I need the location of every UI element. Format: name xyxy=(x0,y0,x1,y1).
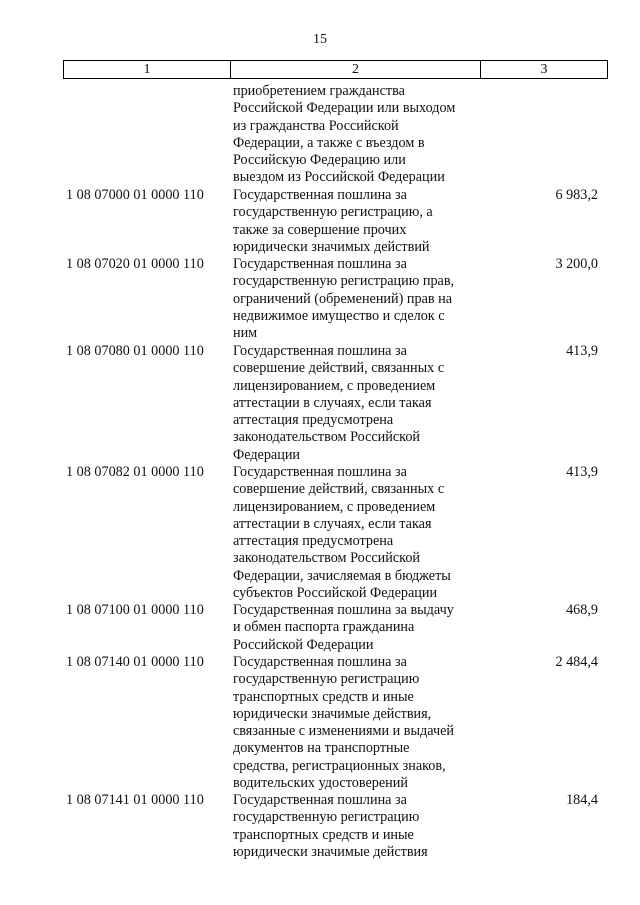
description-line: юридически значимые действия xyxy=(233,843,428,860)
header-col-3: 3 xyxy=(481,61,608,79)
description-line: юридически значимые действия, xyxy=(233,705,432,722)
row-description xyxy=(233,654,483,792)
row-description xyxy=(233,256,483,342)
amount-value: 2 484,4 xyxy=(555,654,598,670)
description-line: законодательством Российской xyxy=(233,550,421,567)
description-line: связанные с изменениями и выдачей xyxy=(233,723,454,740)
description-line: транспортных средств и иные xyxy=(233,688,414,705)
description-line: водительских удостоверений xyxy=(233,775,408,792)
description-line: Государственная пошлина за выдачу xyxy=(233,602,454,618)
description-line: ним xyxy=(233,325,258,342)
description-line: и обмен паспорта гражданина xyxy=(233,619,415,636)
description-line: аттестации в случаях, если такая xyxy=(233,394,432,411)
row-description xyxy=(233,343,483,464)
description-line: Государственная пошлина за xyxy=(233,187,407,203)
budget-code: 1 08 07140 01 0000 110 xyxy=(66,654,204,670)
table-header xyxy=(63,60,608,79)
description-line: документов на транспортные xyxy=(233,740,410,757)
description-line: лицензированием, с проведением xyxy=(233,498,436,515)
description-line: законодательством Российской xyxy=(233,429,421,446)
continuation-description xyxy=(233,83,483,187)
description-line: совершение действий, связанных с xyxy=(233,360,445,377)
description-line: совершение действий, связанных с xyxy=(233,481,445,498)
budget-code: 1 08 07080 01 0000 110 xyxy=(66,343,204,359)
description-line: приобретением гражданства xyxy=(233,83,405,99)
header-col-2: 2 xyxy=(231,61,481,79)
budget-code: 1 08 07100 01 0000 110 xyxy=(66,602,204,618)
description-line: транспортных средств и иные xyxy=(233,826,414,843)
description-line: государственную регистрацию xyxy=(233,809,420,826)
amount-value: 6 983,2 xyxy=(555,187,598,203)
description-line: Государственная пошлина за xyxy=(233,654,407,670)
budget-code: 1 08 07141 01 0000 110 xyxy=(66,792,204,808)
description-line: средства, регистрационных знаков, xyxy=(233,757,446,774)
description-line: Государственная пошлина за xyxy=(233,464,407,480)
description-line: Федерации, а также с въездом в xyxy=(233,134,425,151)
amount-value: 413,9 xyxy=(566,343,598,359)
budget-code: 1 08 07082 01 0000 110 xyxy=(66,464,204,480)
amount-value: 3 200,0 xyxy=(555,256,598,272)
amount-value: 184,4 xyxy=(566,792,598,808)
description-line: Государственная пошлина за xyxy=(233,343,407,359)
description-line: Государственная пошлина за xyxy=(233,792,407,808)
description-line: также за совершение прочих xyxy=(233,221,407,238)
description-line: Федерации xyxy=(233,446,301,463)
row-description xyxy=(233,602,483,654)
description-line: Российской Федерации или выходом xyxy=(233,100,456,117)
description-line: Государственная пошлина за xyxy=(233,256,407,272)
row-description xyxy=(233,792,483,861)
description-line: лицензированием, с проведением xyxy=(233,377,436,394)
description-line: Российской Федерации xyxy=(233,636,374,653)
description-line: аттестации в случаях, если такая xyxy=(233,515,432,532)
description-line: из гражданства Российской xyxy=(233,117,399,134)
description-line: аттестация предусмотрена xyxy=(233,412,394,429)
description-line: ограничений (обременений) прав на xyxy=(233,290,453,307)
description-line: государственную регистрацию, а xyxy=(233,204,433,221)
description-line: субъектов Российской Федерации xyxy=(233,585,438,602)
description-line: государственную регистрацию прав, xyxy=(233,273,455,290)
description-line: недвижимое имущество и сделок с xyxy=(233,307,445,324)
page-number: 15 xyxy=(313,32,327,47)
budget-code: 1 08 07020 01 0000 110 xyxy=(66,256,204,272)
budget-code: 1 08 07000 01 0000 110 xyxy=(66,187,204,203)
description-line: Федерации, зачисляемая в бюджеты xyxy=(233,567,451,584)
row-description xyxy=(233,187,483,256)
description-line: выездом из Российской Федерации xyxy=(233,169,445,186)
amount-value: 468,9 xyxy=(566,602,598,618)
row-description xyxy=(233,464,483,602)
description-line: юридически значимых действий xyxy=(233,238,430,255)
header-col-1: 1 xyxy=(64,61,231,79)
amount-value: 413,9 xyxy=(566,464,598,480)
description-line: государственную регистрацию xyxy=(233,671,420,688)
description-line: Российскую Федерацию или xyxy=(233,152,406,169)
description-line: аттестация предусмотрена xyxy=(233,533,394,550)
